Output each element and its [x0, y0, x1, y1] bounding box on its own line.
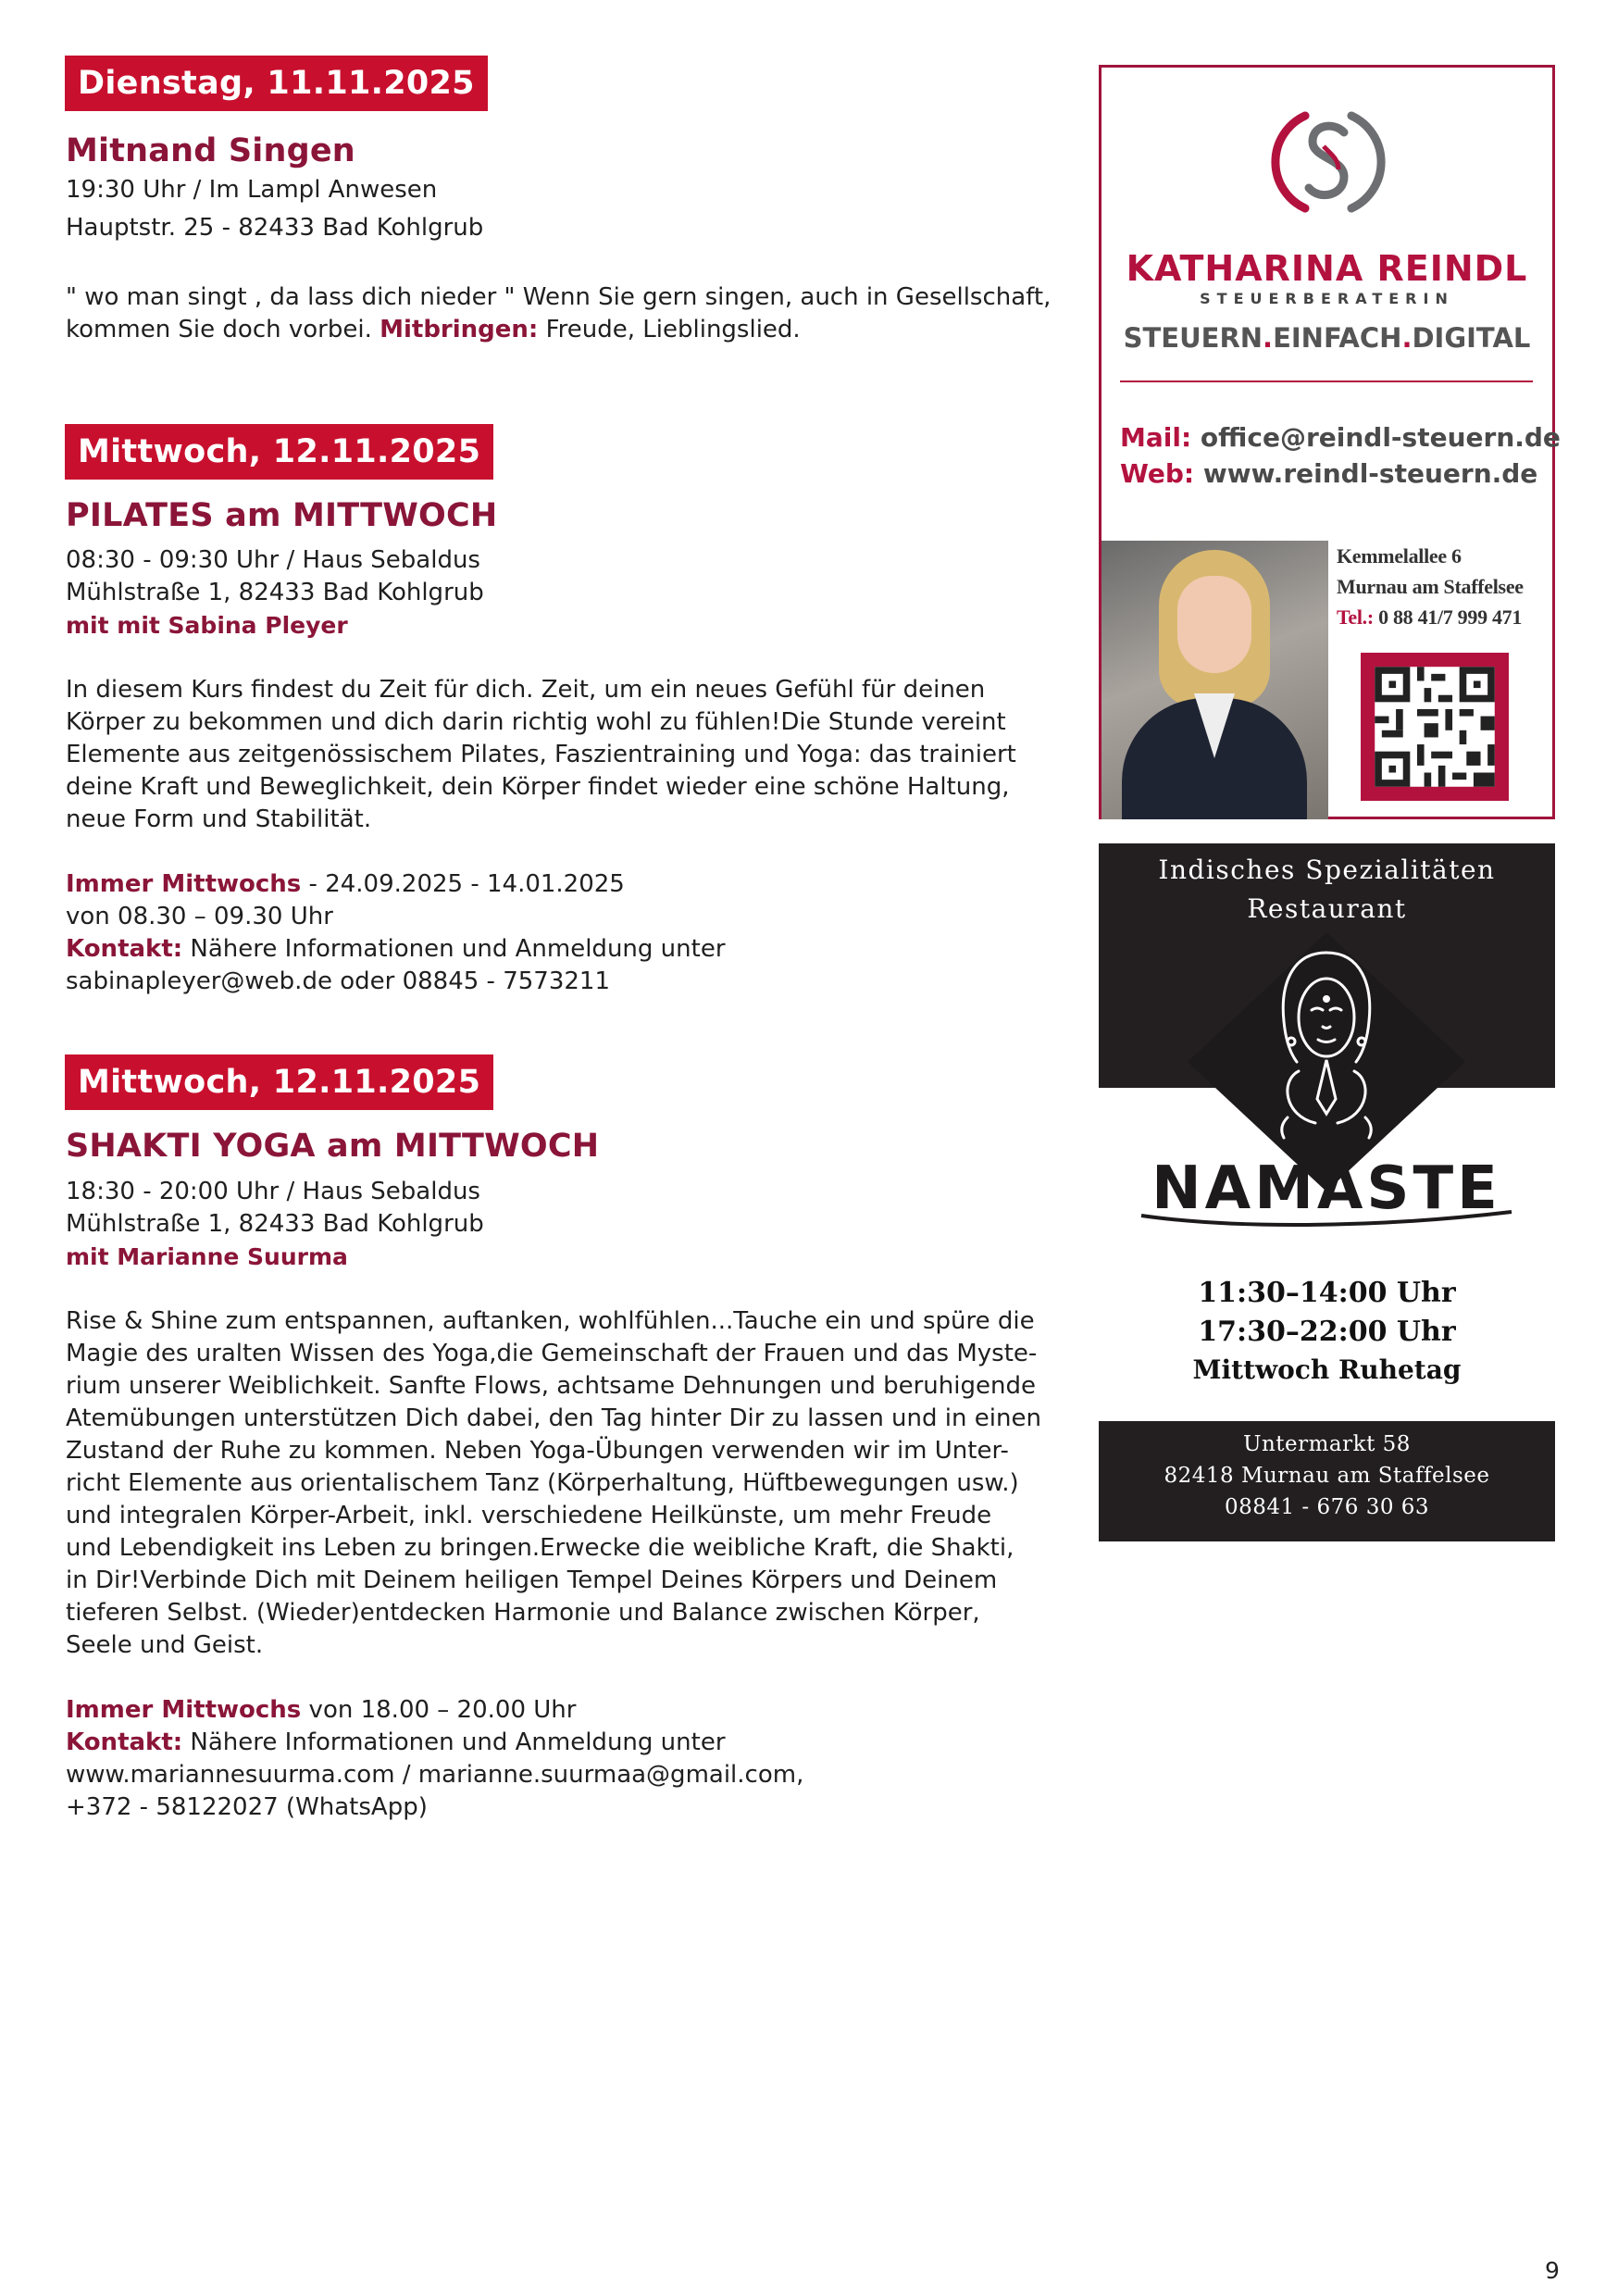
event-schedule-time: von 08.30 – 09.30 Uhr: [66, 903, 333, 930]
event-schedule: [66, 868, 625, 901]
divider: [1120, 381, 1533, 382]
advisor-city: Murnau am Staffelsee: [1337, 575, 1524, 598]
slogan-dot: .: [1263, 322, 1274, 354]
description-line: Atemübungen unterstützen Dich dabei, den Tag hinter Dir zu lassen und in einen: [66, 1404, 1041, 1432]
event-title: PILATES am MITTWOCH: [66, 497, 498, 534]
slogan-word: STEUERN: [1123, 322, 1263, 354]
description-line: und integralen Körper-Arbeit, inkl. verschiedene Heilkünste, um mehr Freude: [66, 1502, 992, 1529]
description-line: Elemente aus zeitgenössischem Pilates, Faszientraining und Yoga: das trainiert: [66, 741, 1016, 768]
bring-label: Mitbringen:: [380, 316, 539, 343]
qr-code-icon: [1361, 653, 1509, 801]
event-description: [66, 1305, 1041, 1662]
schedule-text: von 18.00 – 20.00 Uhr: [301, 1696, 577, 1724]
event-description-last: [66, 314, 801, 346]
description-line: In diesem Kurs findest du Zeit für dich. Zeit, um ein neues Gefühl für deinen: [66, 676, 986, 704]
event-contact: [66, 933, 726, 966]
description-text: kommen Sie doch vorbei.: [66, 316, 372, 343]
restaurant-heading-line2: Restaurant: [1247, 893, 1407, 924]
event-contact-details: sabinapleyer@web.de oder 08845 - 7573211: [66, 967, 610, 995]
advisor-name: KATHARINA REINDL: [1126, 248, 1528, 289]
event-title: Mitnand Singen: [66, 132, 355, 169]
advisor-web[interactable]: [1120, 458, 1537, 489]
bring-text: Freude, Lieblingslied.: [545, 316, 801, 343]
event-time-place: 18:30 - 20:00 Uhr / Haus Sebaldus: [66, 1178, 480, 1205]
web-label: Web:: [1120, 458, 1195, 489]
description-line: richt Elemente aus orientalischem Tanz (Körperhaltung, Hüftbewegungen usw.): [66, 1469, 1019, 1497]
description-line: rium unserer Weiblichkeit. Sanfte Flows, achtsame Dehnungen und beruhigende: [66, 1372, 1036, 1400]
mail-label: Mail:: [1120, 422, 1192, 453]
advisor-portrait: [1101, 541, 1328, 819]
schedule-label: Immer Mittwochs: [66, 1696, 302, 1724]
event-description: [66, 674, 1016, 836]
mail-address: office@reindl-steuern.de: [1200, 422, 1561, 453]
event-time-place: 08:30 - 09:30 Uhr / Haus Sebaldus: [66, 546, 480, 574]
restaurant-phone: 08841 - 676 30 63: [1224, 1495, 1430, 1519]
date-banner: Dienstag, 11.11.2025: [65, 56, 488, 111]
ad-namaste-restaurant: [1099, 843, 1555, 1541]
event-contact-phone: +372 - 58122027 (WhatsApp): [66, 1793, 428, 1821]
slogan-dot: .: [1401, 322, 1413, 354]
schedule-text: - 24.09.2025 - 14.01.2025: [301, 870, 625, 898]
description-line: Rise & Shine zum entspannen, auftanken, wohlfühlen...Tauche ein und spüre die: [66, 1307, 1035, 1335]
restaurant-city: 82418 Murnau am Staffelsee: [1164, 1464, 1490, 1488]
event-contact: [66, 1727, 726, 1759]
contact-label: Kontakt:: [66, 935, 183, 963]
description-line: Zustand der Ruhe zu kommen. Neben Yoga-Übungen verwenden wir im Unter-: [66, 1437, 1009, 1465]
description-line: deine Kraft und Beweglichkeit, dein Körper findet wieder eine schöne Haltung,: [66, 773, 1010, 801]
event-instructor: mit Marianne Suurma: [66, 1243, 348, 1270]
tel-number: 0 88 41/7 999 471: [1378, 605, 1523, 629]
event-address: Mühlstraße 1, 82433 Bad Kohlgrub: [66, 579, 484, 606]
description-line: neue Form und Stabilität.: [66, 805, 372, 833]
ad-tax-advisor: [1099, 65, 1561, 819]
description-line: tieferen Selbst. (Wieder)entdecken Harmonie und Balance zwischen Körper,: [66, 1599, 980, 1627]
advisor-phone: [1337, 605, 1522, 630]
advisor-slogan: [1101, 322, 1552, 354]
page-number: 9: [1545, 2257, 1560, 2284]
opening-hours-1: 11:30–14:00 Uhr: [1198, 1277, 1456, 1309]
date-banner: Mittwoch, 12.11.2025: [65, 424, 493, 480]
advisor-street: Kemmelallee 6: [1337, 544, 1462, 568]
event-description: " wo man singt , da lass dich nieder " Wenn Sie gern singen, auch in Gesellschaft,: [66, 283, 1052, 311]
slogan-word: EINFACH: [1273, 322, 1402, 354]
schedule-label: Immer Mittwochs: [66, 870, 302, 898]
closed-day: Mittwoch Ruhetag: [1192, 1354, 1462, 1385]
logo-s-icon: [1259, 105, 1398, 220]
description-line: Magie des uralten Wissen des Yoga,die Gemeinschaft der Frauen und das Myste-: [66, 1340, 1038, 1367]
date-banner: Mittwoch, 12.11.2025: [65, 1054, 493, 1110]
namaste-logo-text: NAMASTE: [1151, 1154, 1501, 1223]
advisor-title: STEUERBERATERIN: [1200, 290, 1454, 307]
tel-label: Tel.:: [1337, 605, 1374, 629]
contact-label: Kontakt:: [66, 1728, 183, 1756]
opening-hours-2: 17:30–22:00 Uhr: [1198, 1316, 1456, 1348]
web-address: www.reindl-steuern.de: [1202, 458, 1538, 489]
namaste-logo: [1130, 1151, 1524, 1234]
slogan-word: DIGITAL: [1412, 322, 1531, 354]
event-address: Mühlstraße 1, 82433 Bad Kohlgrub: [66, 1210, 484, 1238]
event-contact-details: www.mariannesuurma.com / marianne.suurmaa@gmail.com,: [66, 1761, 804, 1789]
event-schedule: [66, 1694, 576, 1727]
description-line: und Lebendigkeit ins Leben zu bringen.Erwecke die weibliche Kraft, die Shakti,: [66, 1534, 1014, 1562]
description-line: Körper zu bekommen und dich darin richtig wohl zu fühlen!Die Stunde vereint: [66, 708, 1006, 736]
restaurant-heading-line1: Indisches Spezialitäten: [1158, 855, 1496, 885]
description-line: in Dir!Verbinde Dich mit Deinem heiligen Tempel Deines Körpers und Deinem: [66, 1566, 998, 1594]
contact-text: Nähere Informationen und Anmeldung unter: [190, 935, 726, 963]
contact-text: Nähere Informationen und Anmeldung unter: [182, 1728, 726, 1756]
event-title: SHAKTI YOGA am MITTWOCH: [66, 1128, 600, 1165]
event-time-place: 19:30 Uhr / Im Lampl Anwesen: [66, 176, 438, 204]
event-address: Hauptstr. 25 - 82433 Bad Kohlgrub: [66, 214, 484, 242]
description-line: Seele und Geist.: [66, 1631, 264, 1659]
restaurant-street: Untermarkt 58: [1243, 1432, 1411, 1456]
advisor-mail[interactable]: [1120, 422, 1561, 453]
event-instructor: mit mit Sabina Pleyer: [66, 612, 348, 639]
